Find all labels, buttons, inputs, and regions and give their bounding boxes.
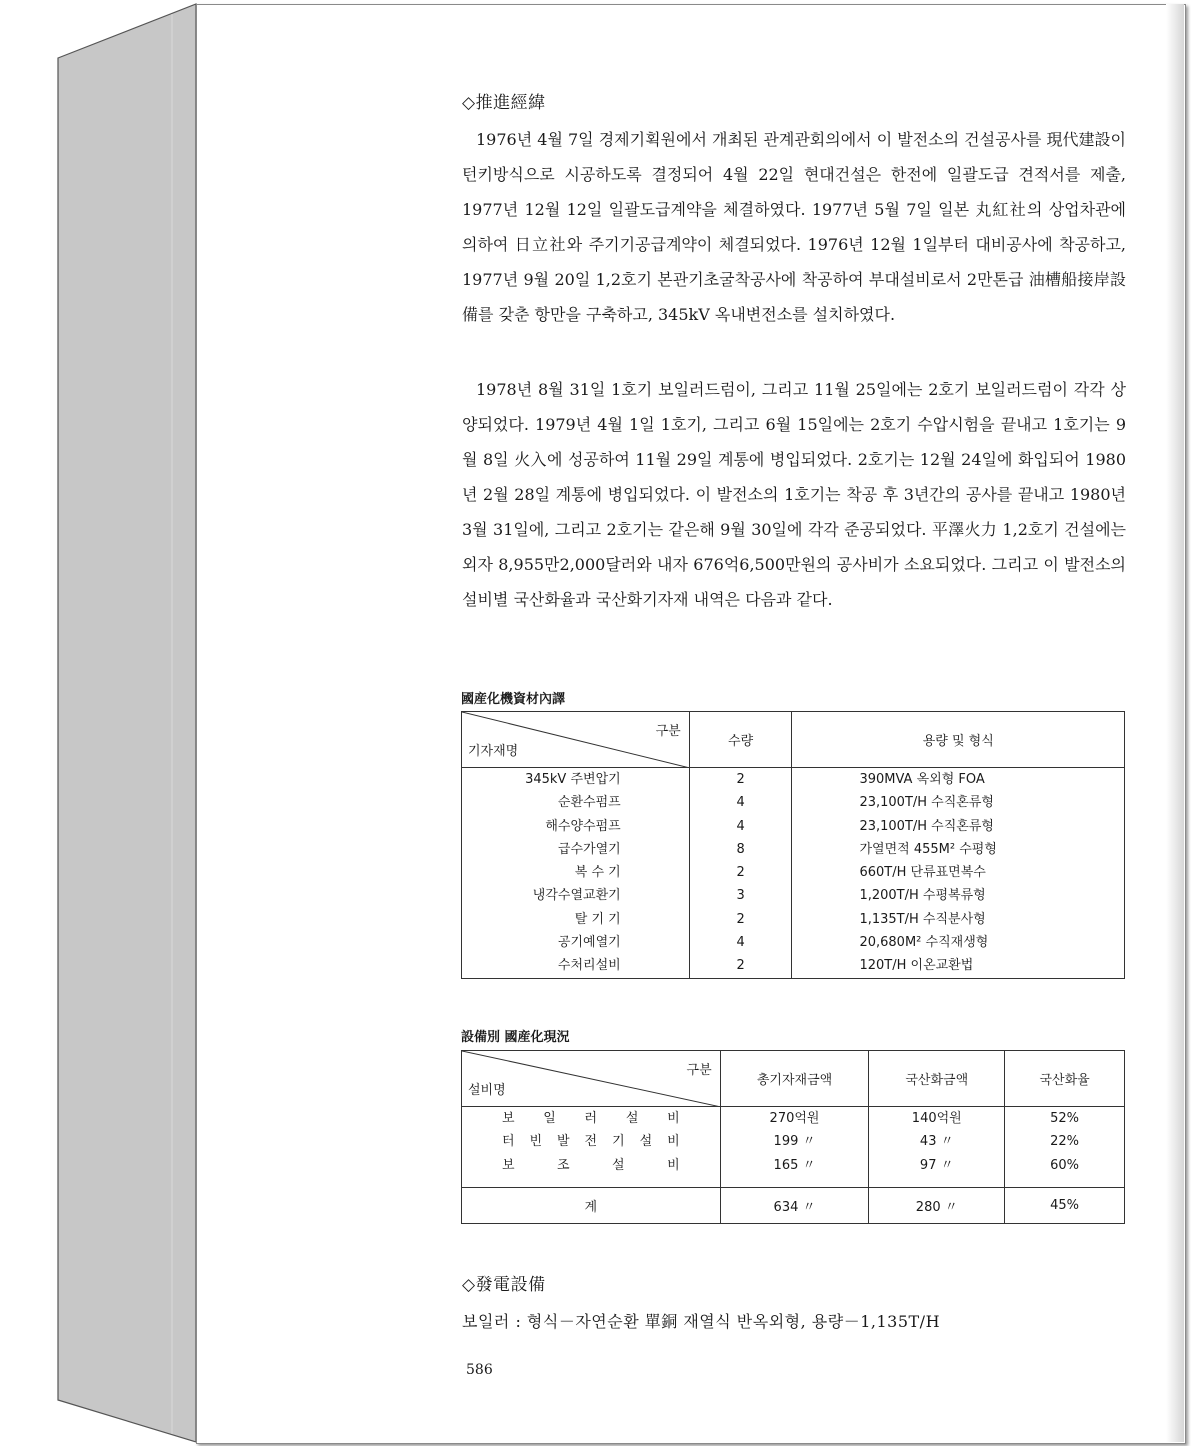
table-cell: 23,100T/H 수직혼류형 (859, 818, 994, 834)
table2-title: 設備別 國産化現況 (461, 1030, 570, 1045)
table-cell: 270억원 (769, 1111, 820, 1126)
table-cell: 보 조 설 비 (502, 1157, 680, 1173)
page-number: 586 (466, 1362, 493, 1378)
table-cell: 복 수 기 (574, 865, 621, 881)
paragraph-1: 1976년 4월 7일 경제기획원에서 개최된 관계관회의에서 이 발전소의 건설공사를 現代建設이 턴키방식으로 시공하도록 결정되어 4월 22일 현대건설은 한전에 일괄도급 견적서를 제출, 1977년 12월 12일 일괄도급계약을 체결하였다. 1977년 5월 7일 일본 丸紅社의 상업차관에 의하여 日立社와 주기기공급계약이 체결되었다. 1976년 12월 1일부터 대비공사에 착공하고, 1977년 9월 20일 1,2호기 본관기초굴착공사에 착공하여 부대설비로서 2만톤급 油槽船接岸設備를 갖춘 항만을 구축하고, 345kV 옥내변전소를 설치하였다. (462, 130, 1126, 324)
book-spine (0, 0, 200, 1446)
table-cell: 199 〃 (773, 1134, 816, 1150)
table2-sum-label: 계 (462, 1187, 721, 1223)
table-cell: 급수가열기 (557, 841, 621, 857)
table-cell: 660T/H 단류표면복수 (859, 865, 986, 881)
table-cell: 97 〃 (919, 1157, 954, 1173)
section-heading-generation: ◇發電設備 (462, 1275, 546, 1295)
table-cell: 가열면적 455M² 수평형 (859, 841, 997, 857)
table2-sum-total: 634 〃 (720, 1187, 869, 1223)
table-cell: 60% (1050, 1157, 1080, 1173)
table-cell: 1,135T/H 수직분사형 (859, 911, 986, 927)
table1-col-spec: 용량 및 형식 (792, 712, 1125, 768)
table-cell: 22% (1050, 1134, 1080, 1150)
table2-corner-top: 구분 (686, 1063, 712, 1078)
table2-totals (720, 1107, 869, 1188)
table-cell: 터 빈 발 전 기 설 비 (502, 1134, 680, 1150)
table-cell: 순환수펌프 (557, 795, 621, 811)
table2-names (462, 1107, 721, 1188)
table-cell: 수처리설비 (557, 958, 621, 974)
table-cell: 165 〃 (773, 1157, 816, 1173)
boiler-spec-line: 보일러 : 형식－자연순환 單銅 재열식 반옥외형, 용량－1,135T/H (462, 1312, 941, 1331)
table-cell: 390MVA 옥외형 FOA (859, 772, 985, 787)
table-cell: 보 일 러 설 비 (502, 1111, 680, 1126)
table2-domestics (869, 1107, 1005, 1188)
table2-corner-bottom: 설비명 (468, 1083, 506, 1098)
table-cell: 8 (736, 841, 745, 857)
table-cell: 52% (1050, 1111, 1080, 1126)
table-cell: 4 (736, 795, 745, 811)
table1-names (462, 768, 690, 979)
table-cell: 3 (736, 888, 745, 904)
table2-sum-domestic: 280 〃 (869, 1187, 1005, 1223)
table-cell: 2 (736, 911, 745, 927)
table-cell: 탈 기 기 (574, 911, 621, 927)
table1-title: 國産化機資材內譯 (461, 692, 566, 707)
table-cell: 345kV 주변압기 (525, 772, 621, 787)
table-cell: 140억원 (911, 1111, 962, 1126)
table2-sum-rate: 45% (1005, 1187, 1125, 1223)
table-cell: 공기예열기 (557, 935, 621, 951)
section-heading-progress: ◇推進經緯 (462, 93, 546, 113)
localization-materials-table (461, 711, 1125, 979)
table-cell: 4 (736, 818, 745, 834)
table1-corner-top: 구분 (655, 724, 681, 739)
table-cell: 2 (736, 958, 745, 974)
table-cell: 4 (736, 935, 745, 951)
table-cell: 해수양수펌프 (545, 818, 621, 834)
table-cell: 2 (736, 772, 745, 787)
table-cell: 1,200T/H 수평복류형 (859, 888, 986, 904)
table1-specs (792, 768, 1125, 979)
localization-status-table (461, 1050, 1125, 1224)
table1-corner-cell (462, 712, 690, 768)
table1-col-qty: 수량 (689, 712, 792, 768)
paragraph-2: 1978년 8월 31일 1호기 보일러드럼이, 그리고 11월 25일에는 2호기 보일러드럼이 각각 상양되었다. 1979년 4월 1일 1호기, 그리고 6월 15일에는 2호기 수압시험을 끝내고 1호기는 9월 8일 火入에 성공하여 11월 29일 계통에 병입되었다. 2호기는 12월 24일에 화입되어 1980년 2월 28일 계통에 병입되었다. 이 발전소의 1호기는 착공 후 3년간의 공사를 끝내고 1980년 3월 31일에, 그리고 2호기는 같은해 9월 30일에 각각 준공되었다. 平澤火力 1,2호기 건설에는 외자 8,955만2,000달러와 내자 676억6,500만원의 공사비가 소요되었다. 그리고 이 발전소의 설비별 국산화율과 국산화기자재 내역은 다음과 같다. (462, 380, 1126, 609)
table-cell: 20,680M² 수직재생형 (859, 935, 989, 951)
table1-corner-bottom: 기자재명 (468, 744, 519, 759)
table2-col-rate: 국산화율 (1005, 1051, 1125, 1107)
table1-qtys (689, 768, 792, 979)
table2-col-domestic: 국산화금액 (869, 1051, 1005, 1107)
page-edge (1166, 4, 1184, 1442)
table-cell: 43 〃 (919, 1134, 954, 1150)
table-cell: 냉각수열교환기 (532, 888, 621, 904)
table2-rates (1005, 1107, 1125, 1188)
table-cell: 2 (736, 865, 745, 881)
table-cell: 23,100T/H 수직혼류형 (859, 795, 994, 811)
table2-col-total: 총기자재금액 (720, 1051, 869, 1107)
table-cell: 120T/H 이온교환법 (859, 958, 974, 974)
table2-corner-cell (462, 1051, 721, 1107)
